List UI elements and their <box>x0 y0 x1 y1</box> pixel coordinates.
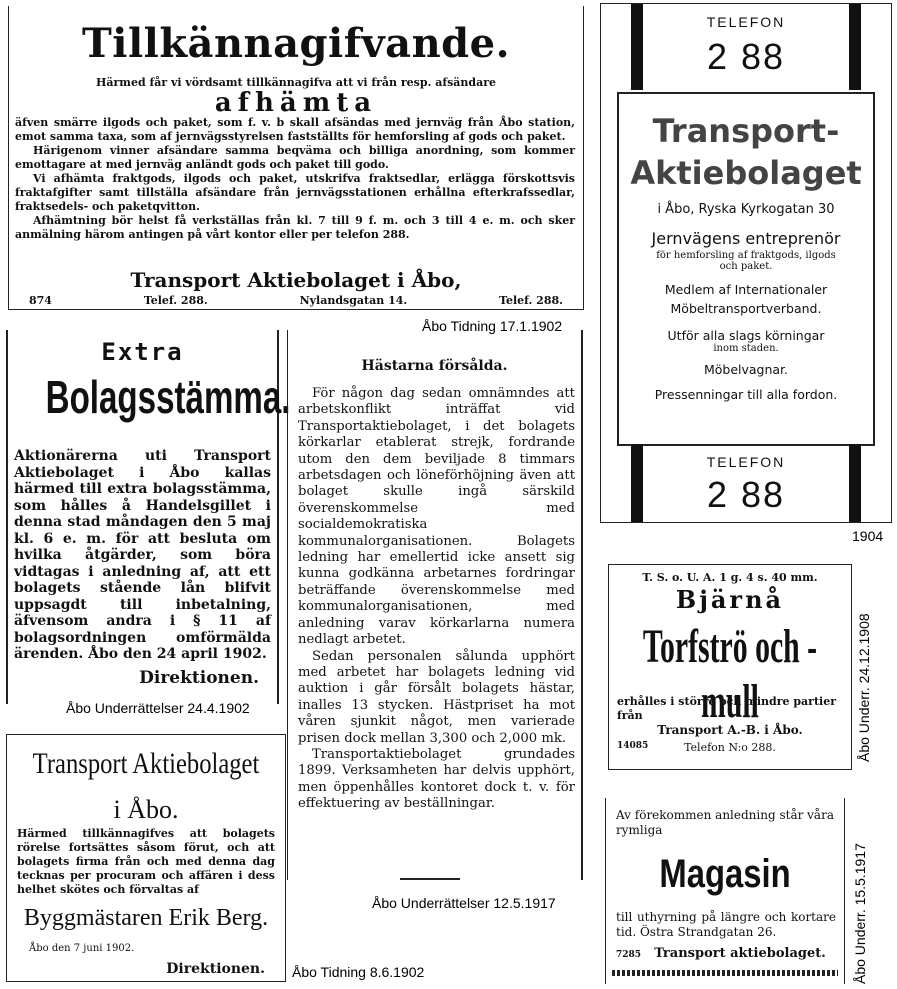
ad2-tarps: Pressenningar till alla fordon. <box>654 387 838 402</box>
ad4-caption: Åbo Underrättelser 12.5.1917 <box>372 895 556 911</box>
ad7-signature: Transport aktiebolaget. <box>654 946 826 961</box>
ad4-para1: För någon dag sedan omnämndes att arbetskonflikt inträffat vid Transportaktiebolaget, i det bolagets körkarlar etablerat strejk, fordrande utom den dem beviljade 8 timmars arbetsdagen och löneförhöjning även att bolaget skulle ingå särskild överenskommelse med socialdemokratiska kommunalorganisationen. Bolagets ledning har emellertid icke ansett sig kunna godkänna arbetarnes fordringar beträffande överenskommelse med kommunalorganisationen, med anledning varav körkarlarna numera nedlagt arbetet. <box>298 386 575 648</box>
ad1-para2: Härigenom vinner afsändare samma beqväma och billiga anordning, som kommer emottagare at med jernväg anländt gods och paket till godo. <box>15 144 575 171</box>
ad7-body: till uthyrning på längre och kortare tid. Östra Strandgatan 26. <box>616 910 836 939</box>
ad4-rule <box>400 878 460 880</box>
ad6-caption: Åbo Underr. 24.12.1908 <box>856 613 872 762</box>
ad2-service-sub: inom staden. <box>713 343 779 354</box>
ad5-date: Åbo den 7 juni 1902. <box>29 943 135 954</box>
ad6-product: Torfströ och -mull <box>642 620 818 728</box>
ad6-place: Bjärnå <box>675 585 785 614</box>
clipping-extra-bolagsstamma <box>6 330 291 704</box>
ad2-caption: 1904 <box>852 528 884 544</box>
ad5-caption: Åbo Tidning 8.6.1902 <box>292 964 425 980</box>
ad4-para3: Transportaktiebolaget grundades 1899. Verksamheten har delvis upphört, men öppenhålles kontoret dock t. v. för effektuering av beställningar. <box>298 746 575 812</box>
ad5-title2: i Åbo. <box>113 795 179 824</box>
ad1-title: Tillkännagifvande. <box>81 20 511 67</box>
ad5-body: Härmed tillkännagifves att bolagets rörelse fortsättes såsom förut, och att bolagets firma från och med denna dag tecknas per procuram och affären i dess helhet skötes och förvaltas af <box>17 827 275 896</box>
ad1-footer-number: 874 <box>29 294 52 307</box>
ad1-para1: äfven smärre ilgods och paket, som f. v. b skall afsändas med jernväg från Åbo station, emot samma taxa, som af jernvägsstyrelsen fastställts för hemforsling af gods och paket. <box>15 116 575 143</box>
ad1-footer-telefon-1: Telef. 288. <box>143 294 208 307</box>
ad3-body: Aktionärerna uti Transport Aktiebolaget i Åbo kallas härmed till extra bolagsstämma, som hålles å Handelsgillet i denna stad måndagen den 5 maj kl. 6 e. m. för att besluta om hvilka åtgärder, som böra vidtagas i anledning af, att ett bolagets stående lån blifvit uppsagdt till inbetalning, äfvensom andra i § 11 af bolagsordningen omförmälda ärenden. Åbo den 24 april 1902. <box>14 448 271 662</box>
ad2-wagons: Möbelvagnar. <box>703 362 789 377</box>
ad2-role-sub: för hemforsling af fraktgods, ilgods och paket. <box>656 250 836 272</box>
clipping-hastarna-forsalda <box>287 330 583 880</box>
ad2-telefon-label-bottom: TELEFON <box>706 454 786 470</box>
clipping-tillkannagifvande <box>8 6 584 310</box>
ad2-member: Medlem af Internationaler Möbeltransportverband. <box>664 282 828 316</box>
ad7-title: Magasin <box>659 852 791 896</box>
ad6-number: 14085 <box>617 741 649 751</box>
ad2-role: Jernvägens entreprenör <box>651 229 841 248</box>
ad7-number: 7285 <box>616 950 642 960</box>
ad7-caption: Åbo Underr. 15.5.1917 <box>852 843 868 984</box>
ad1-footer-telefon-2: Telef. 288. <box>499 294 563 307</box>
ad2-name-line1: Transport- <box>652 112 840 150</box>
clipping-transport-1902 <box>6 734 286 982</box>
ad2-address: i Åbo, Ryska Kyrkogatan 30 <box>657 202 835 217</box>
ad2-telefon-number: 2 88 <box>706 36 786 77</box>
clipping-magasin <box>605 798 845 984</box>
ad4-para2: Sedan personalen sålunda upphört med arbetet har bolagets ledning vid auktion i går försålt bolagets hästar, inalles 13 stycken. Hästpriset ha mot våren sjunkit något, men varierade prisen dock mellan 3,300 och 2,000 mk. <box>298 648 575 746</box>
ad6-phone: Telefon N:o 288. <box>684 741 776 754</box>
ad1-caption: Åbo Tidning 17.1.1902 <box>422 318 563 334</box>
ad2-telefon-label: TELEFON <box>706 14 786 30</box>
ad1-signature: Transport Aktiebolaget i Åbo, <box>130 268 462 292</box>
ad7-lead: Av förekommen anledning står våra rymliga <box>616 808 834 837</box>
clipping-transport-1904 <box>600 3 892 523</box>
ad1-body <box>15 116 575 242</box>
ad3-title: Bolagsstämma. <box>45 371 291 423</box>
ad7-border-strip <box>612 970 838 976</box>
ad5-direktionen: Direktionen. <box>166 961 265 977</box>
ad1-para4: Afhämtning bör helst få verkställas från kl. 7 till 9 f. m. och 3 till 4 e. m. och sker anmälning härom antingen på vårt kontor eller per telefon 288. <box>15 214 575 241</box>
ad6-body: erhålles i större och mindre partier från <box>617 695 836 722</box>
ad1-para3: Vi afhämta fraktgods, ilgods och paket, utskrifva fraktsedlar, erlägga förskottsvis fraktafgifter samt tillställa afsändare från jernvägsstationen erhållna efterkrafssedlar, fraktsedels- och paketqvitton. <box>15 172 575 213</box>
ad3-signature: Direktionen. <box>139 668 259 688</box>
ad5-signature: Byggmästaren Erik Berg. <box>23 905 269 931</box>
ad1-afhamta: afhämta <box>214 88 378 118</box>
ad4-body <box>298 386 575 813</box>
ad3-extra: Extra <box>101 338 184 366</box>
ad1-footer-address: Nylandsgatan 14. <box>299 294 408 307</box>
ad2-telefon-number-bottom: 2 88 <box>706 474 786 515</box>
clipping-torfstro <box>608 564 852 770</box>
ad2-name-line2: Aktiebolaget <box>630 154 862 192</box>
ad6-header: T. S. o. U. A. 1 g. 4 s. 40 mm. <box>642 571 818 584</box>
ad1-footer <box>29 294 563 307</box>
ad6-seller: Transport A.-B. i Åbo. <box>657 723 803 737</box>
ad2-service: Utför alla slags körningar <box>667 328 825 343</box>
ad2-inner-panel <box>617 92 875 446</box>
ad1-lead: Härmed får vi vördsamt tillkännagifva att vi från resp. afsändare <box>95 76 496 89</box>
ad4-headline: Hästarna försålda. <box>361 358 508 374</box>
ad5-title1: Transport Aktiebolaget <box>32 747 260 780</box>
ad3-caption: Åbo Underrättelser 24.4.1902 <box>66 700 250 716</box>
